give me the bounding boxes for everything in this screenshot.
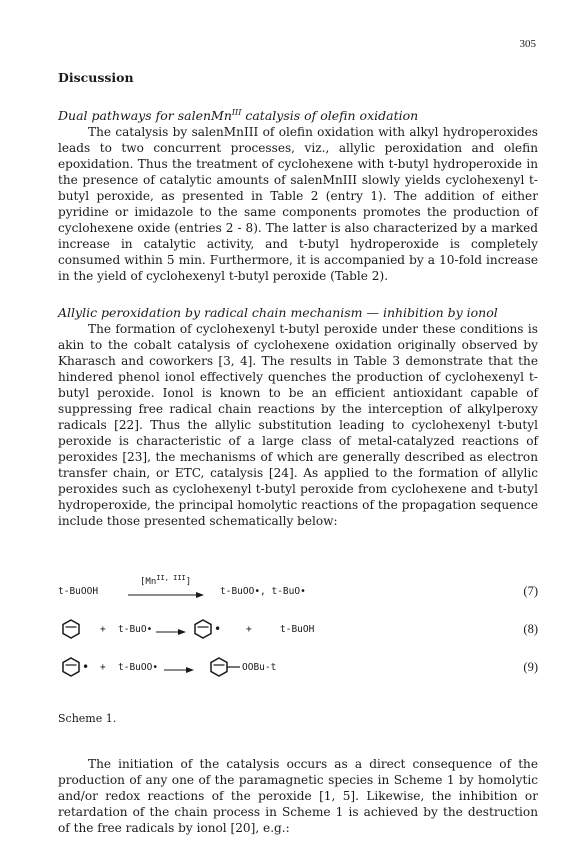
subsection-1-paragraph: The catalysis by salenMnIII of olefin oxidation with alkyl hydroperoxides leads to two concurrent processes, viz., allylic peroxidation and olefin epoxidation. Thus the treatment of cyclohexene with t-butyl hydroperoxide in the presence of catalytic amounts of salenMnIII slowly yields cyclohexenyl t-butyl peroxide, as presented in Table 2 (entry 1). The addition of either pyridine or imidazole to the same components promotes the production of cyclohexene oxide (entries 2 - 8). The latter is also characterized by a marked increase in catalytic activity, and t-butyl hydroperoxide is completely consumed within 5 min. Furthermore, it is accompanied by a 10-fold increase in the yield of cyclohexenyl t-butyl peroxide (Table 2). xyxy=(58,125,538,283)
eq8-number: (8) xyxy=(523,622,538,636)
eq8-plus-2: + xyxy=(246,624,252,635)
eq8-product: t-BuOH xyxy=(280,624,315,635)
eq9-plus-1: + xyxy=(100,662,106,673)
section-heading: Discussion xyxy=(58,70,134,85)
eq9-number: (9) xyxy=(523,660,538,674)
eq7-catalyst-end: ] xyxy=(185,577,192,587)
eq7-products: t-BuOO•, t-BuO• xyxy=(220,586,306,597)
equation-9 xyxy=(58,656,538,684)
eq7-number: (7) xyxy=(523,584,538,598)
eq7-catalyst-mn: [Mn xyxy=(140,577,157,587)
reaction-arrow-icon xyxy=(156,627,186,637)
closing-paragraph: The initiation of the catalysis occurs as a direct consequence of the production of any one of the paramagnetic species in Scheme 1 by homolytic and/or redox reactions of the peroxide [1, 5]. Likewise, the inhibition or retardation of the chain process in Scheme 1 is achieved by the destruction of the free radicals by ionol [20], e.g.: xyxy=(58,757,538,835)
page-number: 305 xyxy=(519,38,536,50)
eq7-reactant: t-BuOOH xyxy=(58,586,99,597)
eq8-plus-1: + xyxy=(100,624,106,635)
eq9-reagent: t-BuOO• xyxy=(118,662,159,673)
reaction-arrow-icon xyxy=(128,590,204,600)
eq7-catalyst-sup: II, III xyxy=(156,574,186,582)
equation-8 xyxy=(58,618,538,646)
subsection-2-paragraph: The formation of cyclohexenyl t-butyl peroxide under these conditions is akin to the cobalt catalysis of cyclohexene oxidation originally observed by Kharasch and coworkers [3, 4]. The results in Table 3 demonstrate that the hindered phenol ionol effectively quenches the production of cyclohexenyl t-butyl peroxide. Ionol is known to be an efficient antioxidant capable of suppressing free radical chain reactions by the interception of alkylperoxy radicals [22]. Thus the allylic substitution leading to cyclohexenyl t-butyl peroxide is characteristic of a large class of metal-catalyzed reactions of peroxides [23], the mechanisms of which are generally described as electron transfer chain, or ETC, catalysis [24]. As applied to the formation of allylic peroxides such as cyclohexenyl t-butyl peroxide from cyclohexene and t-butyl hydroperoxide, the principal homolytic reactions of the propagation sequence include those presented schematically below: xyxy=(58,322,538,528)
reaction-arrow-icon xyxy=(164,665,194,675)
subsection-1-title xyxy=(58,108,418,123)
scheme-label: Scheme 1. xyxy=(58,712,117,725)
eq9-radical-dot: • xyxy=(82,660,90,674)
scheme-1 xyxy=(58,574,538,690)
subsection-2-title: Allylic peroxidation by radical chain mechanism — inhibition by ionol xyxy=(58,305,498,320)
cyclohexene-icon xyxy=(60,618,82,640)
subsection-1-title-sup: III xyxy=(231,108,242,117)
subsection-1-title-a: Dual pathways for salenMn xyxy=(58,108,232,124)
eq8-reagent: t-BuO• xyxy=(118,624,153,635)
eq8-radical-dot: • xyxy=(214,622,222,636)
cyclohexenyl-radical-icon xyxy=(60,656,82,678)
cyclohexenyl-radical-icon xyxy=(192,618,214,640)
subsection-1-title-b: catalysis of olefin oxidation xyxy=(241,108,419,124)
eq9-product: OOBu-t xyxy=(242,662,277,673)
eq7-catalyst xyxy=(140,574,191,587)
equation-7 xyxy=(58,574,538,608)
cyclohexenyl-peroxide-icon xyxy=(208,656,242,678)
